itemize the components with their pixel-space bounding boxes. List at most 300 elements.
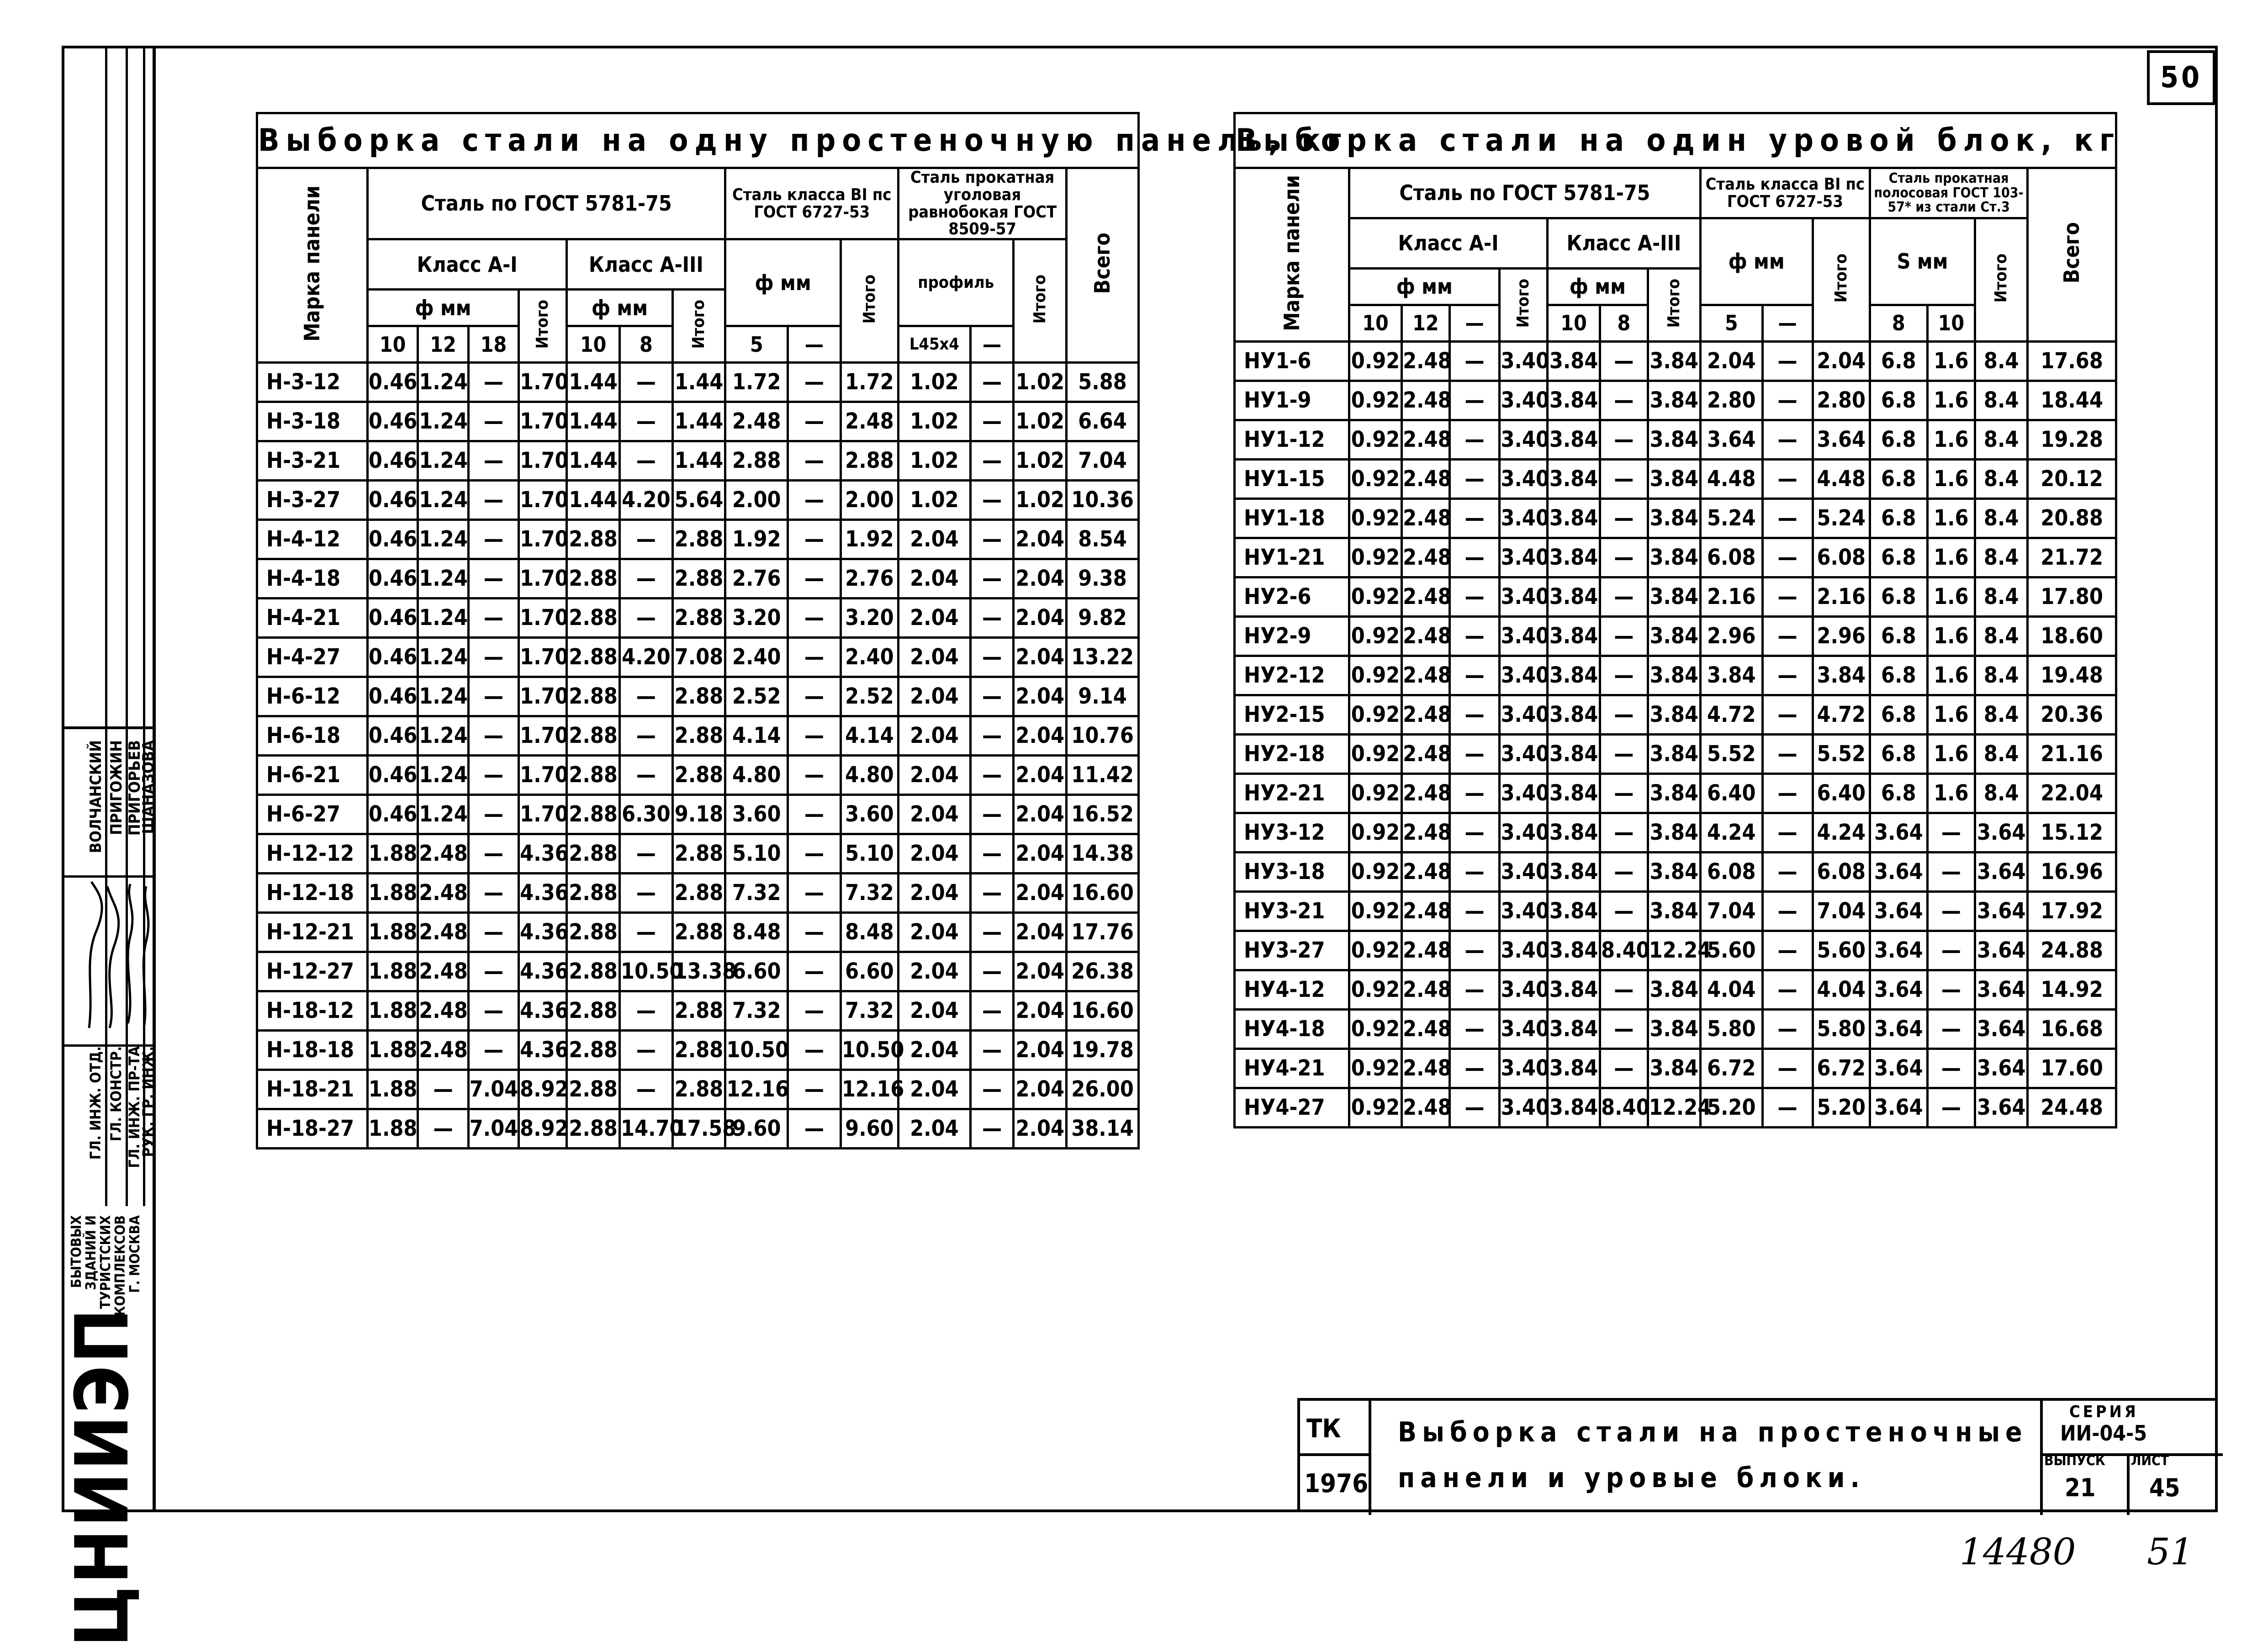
table1-a1-phi: ф мм: [367, 290, 518, 326]
table2-prokat-itogo: Итого: [1975, 218, 2028, 342]
table-row: [1235, 538, 2116, 577]
value-cell: 3.84: [1700, 656, 1762, 695]
value-cell: —: [1762, 342, 1813, 381]
value-cell: 3.40: [1500, 381, 1548, 420]
value-cell: —: [1762, 656, 1813, 695]
value-cell: 5.80: [1700, 1010, 1762, 1049]
value-cell: 0.92: [1349, 892, 1402, 931]
org-info-4: КОМПЛЕКСОВ: [112, 1215, 128, 1316]
value-cell: 26.00: [1067, 1070, 1139, 1109]
value-cell: 3.64: [1813, 420, 1870, 460]
row-mark-cell: НУ1-21: [1235, 538, 1349, 577]
value-cell: —: [620, 913, 673, 952]
value-cell: —: [788, 677, 841, 716]
table1-bi-itogo: Итого: [841, 239, 898, 363]
row-mark-cell: Н-6-21: [257, 756, 368, 795]
value-cell: 4.36: [519, 874, 567, 913]
org-info-5: Г. МОСКВА: [127, 1215, 143, 1293]
value-cell: 1.88: [367, 1109, 418, 1149]
org-info-1: БЫТОВЫХ: [69, 1215, 85, 1288]
value-cell: 3.84: [1548, 499, 1600, 538]
table1-sub: 8: [620, 326, 673, 363]
value-cell: —: [970, 1070, 1014, 1109]
value-cell: 2.48: [1402, 420, 1450, 460]
value-cell: —: [970, 520, 1014, 559]
value-cell: 1.24: [418, 481, 468, 520]
value-cell: —: [620, 677, 673, 716]
value-cell: 8.40: [1600, 931, 1648, 970]
table1-prokat-itogo: Итого: [1014, 239, 1067, 363]
value-cell: 2.48: [1402, 853, 1450, 892]
value-cell: —: [468, 756, 518, 795]
value-cell: 4.48: [1700, 460, 1762, 499]
value-cell: 4.80: [725, 756, 788, 795]
value-cell: 6.8: [1870, 342, 1928, 381]
value-cell: 2.04: [899, 952, 971, 991]
value-cell: 1.02: [899, 441, 971, 481]
table2-bi-header: Сталь класса ВI пс ГОСТ 6727-53: [1700, 168, 1870, 218]
table-row: [257, 1031, 1139, 1070]
value-cell: 7.04: [1067, 441, 1139, 481]
value-cell: 1.24: [418, 716, 468, 756]
value-cell: 12.24: [1648, 931, 1700, 970]
row-mark-cell: Н-12-21: [257, 913, 368, 952]
issue-label: ВЫПУСК: [2044, 1453, 2105, 1469]
value-cell: 6.08: [1700, 538, 1762, 577]
value-cell: —: [1600, 420, 1648, 460]
row-mark-cell: Н-12-18: [257, 874, 368, 913]
table1-bi-phi: ф мм: [725, 239, 841, 326]
value-cell: —: [620, 874, 673, 913]
value-cell: 0.92: [1349, 460, 1402, 499]
value-cell: 0.92: [1349, 735, 1402, 774]
value-cell: 2.88: [672, 1031, 725, 1070]
value-cell: —: [1600, 853, 1648, 892]
value-cell: 2.48: [418, 991, 468, 1031]
row-mark-cell: Н-12-27: [257, 952, 368, 991]
value-cell: 4.20: [620, 481, 673, 520]
value-cell: 18.44: [2028, 381, 2116, 420]
value-cell: 3.84: [1813, 656, 1870, 695]
value-cell: 6.72: [1813, 1049, 1870, 1088]
staff-role-3: ГЛ. ИНЖ. ПР-ТА: [126, 1046, 143, 1168]
value-cell: 1.24: [418, 363, 468, 402]
value-cell: 7.32: [841, 874, 898, 913]
value-cell: —: [620, 441, 673, 481]
table-row: [1235, 931, 2116, 970]
value-cell: 2.88: [672, 756, 725, 795]
value-cell: —: [1927, 1010, 1975, 1049]
row-mark-cell: НУ2-15: [1235, 695, 1349, 735]
value-cell: 4.24: [1813, 813, 1870, 853]
value-cell: 2.04: [1813, 342, 1870, 381]
table-row: [257, 520, 1139, 559]
table-row: [257, 874, 1139, 913]
value-cell: 2.88: [567, 638, 620, 677]
value-cell: 2.04: [1014, 991, 1067, 1031]
value-cell: —: [620, 598, 673, 638]
value-cell: —: [1449, 538, 1500, 577]
value-cell: —: [1762, 538, 1813, 577]
table-row: [1235, 499, 2116, 538]
value-cell: —: [970, 913, 1014, 952]
table2-sub: 8: [1870, 305, 1928, 342]
value-cell: 2.48: [1402, 695, 1450, 735]
value-cell: 3.84: [1548, 617, 1600, 656]
value-cell: 2.88: [567, 1031, 620, 1070]
value-cell: —: [468, 638, 518, 677]
table1-sub: 5: [725, 326, 788, 363]
table1-title: Выборка стали на одну простеночную панель, кг: [257, 113, 1139, 168]
value-cell: —: [970, 598, 1014, 638]
value-cell: —: [468, 1031, 518, 1070]
value-cell: 3.64: [1870, 1088, 1928, 1128]
value-cell: 8.40: [1600, 1088, 1648, 1128]
row-mark-cell: НУ3-21: [1235, 892, 1349, 931]
value-cell: —: [1762, 420, 1813, 460]
value-cell: 2.88: [672, 834, 725, 874]
value-cell: 2.04: [1014, 952, 1067, 991]
value-cell: 2.48: [418, 874, 468, 913]
row-mark-cell: НУ1-12: [1235, 420, 1349, 460]
value-cell: 1.44: [672, 363, 725, 402]
value-cell: 1.6: [1927, 735, 1975, 774]
value-cell: 8.4: [1975, 774, 2028, 813]
table-row: [1235, 617, 2116, 656]
value-cell: 7.04: [1700, 892, 1762, 931]
table-row: [257, 716, 1139, 756]
value-cell: —: [620, 520, 673, 559]
value-cell: 3.64: [1975, 970, 2028, 1010]
value-cell: —: [468, 363, 518, 402]
value-cell: 2.04: [1014, 756, 1067, 795]
table-row: [1235, 420, 2116, 460]
year-label: 1976: [1304, 1469, 1369, 1499]
value-cell: 1.70: [519, 520, 567, 559]
value-cell: 3.40: [1500, 577, 1548, 617]
table-row: [257, 638, 1139, 677]
value-cell: —: [1449, 892, 1500, 931]
value-cell: 8.4: [1975, 460, 2028, 499]
value-cell: —: [1762, 970, 1813, 1010]
value-cell: 2.04: [1014, 638, 1067, 677]
value-cell: 6.8: [1870, 656, 1928, 695]
table-row: [1235, 853, 2116, 892]
value-cell: —: [1449, 499, 1500, 538]
value-cell: —: [1600, 1049, 1648, 1088]
value-cell: 2.04: [899, 520, 971, 559]
value-cell: —: [1600, 617, 1648, 656]
table-row: [1235, 1049, 2116, 1088]
value-cell: 2.88: [567, 598, 620, 638]
value-cell: 3.40: [1500, 813, 1548, 853]
value-cell: 1.44: [672, 402, 725, 441]
value-cell: 1.72: [725, 363, 788, 402]
value-cell: 4.80: [841, 756, 898, 795]
value-cell: 2.88: [567, 834, 620, 874]
value-cell: 2.88: [672, 598, 725, 638]
value-cell: 3.84: [1648, 499, 1700, 538]
value-cell: 8.4: [1975, 577, 2028, 617]
value-cell: 3.40: [1500, 892, 1548, 931]
value-cell: —: [970, 363, 1014, 402]
value-cell: 2.48: [1402, 1010, 1450, 1049]
value-cell: 0.46: [367, 520, 418, 559]
value-cell: 2.48: [1402, 381, 1450, 420]
table-row: [257, 756, 1139, 795]
row-mark-cell: Н-6-18: [257, 716, 368, 756]
value-cell: —: [1600, 892, 1648, 931]
value-cell: 19.48: [2028, 656, 2116, 695]
value-cell: 3.40: [1500, 460, 1548, 499]
value-cell: 1.88: [367, 1070, 418, 1109]
value-cell: —: [1449, 1010, 1500, 1049]
value-cell: 3.64: [1975, 892, 2028, 931]
value-cell: 1.6: [1927, 774, 1975, 813]
value-cell: 3.84: [1648, 735, 1700, 774]
value-cell: 3.84: [1648, 892, 1700, 931]
value-cell: 5.52: [1813, 735, 1870, 774]
value-cell: 3.84: [1548, 1088, 1600, 1128]
table-row: [1235, 774, 2116, 813]
value-cell: 3.84: [1648, 381, 1700, 420]
value-cell: —: [788, 716, 841, 756]
value-cell: 1.88: [367, 952, 418, 991]
table-row: [257, 952, 1139, 991]
value-cell: 5.64: [672, 481, 725, 520]
value-cell: 2.88: [672, 1070, 725, 1109]
table2-classA3-header: Класс А-III: [1548, 218, 1701, 269]
row-mark-cell: Н-4-27: [257, 638, 368, 677]
table-row: [257, 834, 1139, 874]
value-cell: 10.50: [841, 1031, 898, 1070]
value-cell: —: [468, 481, 518, 520]
value-cell: 3.40: [1500, 735, 1548, 774]
value-cell: —: [1762, 774, 1813, 813]
value-cell: 6.8: [1870, 695, 1928, 735]
value-cell: —: [970, 559, 1014, 598]
value-cell: 2.48: [1402, 538, 1450, 577]
value-cell: —: [788, 874, 841, 913]
value-cell: 0.46: [367, 795, 418, 834]
value-cell: —: [468, 520, 518, 559]
table1-sub: 12: [418, 326, 468, 363]
staff-role-4: РУК. ГР. ИНЖ.: [139, 1046, 157, 1157]
value-cell: —: [1762, 1049, 1813, 1088]
value-cell: 0.46: [367, 677, 418, 716]
value-cell: 7.32: [725, 874, 788, 913]
value-cell: 14.38: [1067, 834, 1139, 874]
value-cell: 1.24: [418, 559, 468, 598]
steel-table-blocks: [1233, 112, 2121, 1128]
table1-mark-header: Марка панели: [257, 168, 368, 363]
value-cell: 6.40: [1700, 774, 1762, 813]
value-cell: 3.84: [1648, 774, 1700, 813]
value-cell: 0.92: [1349, 853, 1402, 892]
value-cell: 3.84: [1548, 1049, 1600, 1088]
table2-sub: 5: [1700, 305, 1762, 342]
value-cell: 3.40: [1500, 656, 1548, 695]
value-cell: 2.48: [1402, 499, 1450, 538]
value-cell: 0.92: [1349, 656, 1402, 695]
value-cell: —: [1762, 617, 1813, 656]
value-cell: 5.10: [725, 834, 788, 874]
value-cell: —: [1449, 695, 1500, 735]
value-cell: 1.44: [567, 363, 620, 402]
row-mark-cell: Н-3-27: [257, 481, 368, 520]
value-cell: 2.48: [1402, 892, 1450, 931]
value-cell: —: [1449, 853, 1500, 892]
table2-bi-phi: ф мм: [1700, 218, 1813, 305]
value-cell: 2.88: [725, 441, 788, 481]
value-cell: 6.8: [1870, 381, 1928, 420]
value-cell: 1.24: [418, 402, 468, 441]
value-cell: 2.48: [1402, 342, 1450, 381]
table1-a3-itogo: Итого: [672, 290, 725, 363]
value-cell: 0.46: [367, 363, 418, 402]
value-cell: 1.92: [841, 520, 898, 559]
value-cell: —: [788, 402, 841, 441]
value-cell: 7.32: [841, 991, 898, 1031]
value-cell: 2.48: [1402, 617, 1450, 656]
value-cell: 4.36: [519, 834, 567, 874]
value-cell: 4.72: [1813, 695, 1870, 735]
row-mark-cell: Н-4-12: [257, 520, 368, 559]
value-cell: 2.04: [1014, 520, 1067, 559]
table1-a1-itogo: Итого: [519, 290, 567, 363]
table2-mark-header: Марка панели: [1235, 168, 1349, 342]
value-cell: 13.22: [1067, 638, 1139, 677]
value-cell: 3.84: [1548, 460, 1600, 499]
value-cell: 4.72: [1700, 695, 1762, 735]
value-cell: 1.88: [367, 834, 418, 874]
value-cell: —: [1449, 617, 1500, 656]
row-mark-cell: НУ4-21: [1235, 1049, 1349, 1088]
value-cell: —: [1449, 813, 1500, 853]
value-cell: —: [620, 756, 673, 795]
value-cell: 2.88: [672, 716, 725, 756]
table-row: [257, 913, 1139, 952]
value-cell: —: [1449, 577, 1500, 617]
value-cell: 5.20: [1700, 1088, 1762, 1128]
value-cell: 1.70: [519, 559, 567, 598]
value-cell: 3.84: [1648, 695, 1700, 735]
value-cell: 3.84: [1648, 656, 1700, 695]
value-cell: 0.46: [367, 402, 418, 441]
value-cell: 1.70: [519, 598, 567, 638]
value-cell: 3.40: [1500, 342, 1548, 381]
table-row: [1235, 577, 2116, 617]
value-cell: 0.92: [1349, 813, 1402, 853]
value-cell: —: [1927, 853, 1975, 892]
value-cell: 3.84: [1548, 381, 1600, 420]
value-cell: 5.24: [1813, 499, 1870, 538]
value-cell: 1.88: [367, 991, 418, 1031]
value-cell: 2.40: [841, 638, 898, 677]
staff-name-2: ПРИГОЖИН: [107, 740, 126, 835]
value-cell: —: [468, 716, 518, 756]
value-cell: 12.24: [1648, 1088, 1700, 1128]
table-row: [257, 441, 1139, 481]
value-cell: 6.8: [1870, 774, 1928, 813]
value-cell: 6.72: [1700, 1049, 1762, 1088]
value-cell: 8.54: [1067, 520, 1139, 559]
value-cell: 1.44: [567, 481, 620, 520]
value-cell: —: [1600, 381, 1648, 420]
org-logo: ЦНИИЭП: [59, 1307, 145, 1647]
series-value: ИИ-04-5: [2060, 1421, 2147, 1446]
org-info-3: ТУРИСТСКИХ: [98, 1215, 114, 1309]
value-cell: 3.84: [1548, 931, 1600, 970]
value-cell: 6.30: [620, 795, 673, 834]
value-cell: 2.16: [1700, 577, 1762, 617]
value-cell: —: [788, 1109, 841, 1149]
value-cell: 1.6: [1927, 460, 1975, 499]
value-cell: 3.84: [1548, 695, 1600, 735]
value-cell: 17.92: [2028, 892, 2116, 931]
handwritten-number-1: 14480: [1960, 1530, 2076, 1573]
value-cell: —: [1600, 774, 1648, 813]
value-cell: 9.82: [1067, 598, 1139, 638]
value-cell: 4.04: [1700, 970, 1762, 1010]
value-cell: 3.84: [1548, 577, 1600, 617]
value-cell: —: [1762, 892, 1813, 931]
value-cell: 3.84: [1648, 853, 1700, 892]
value-cell: 16.96: [2028, 853, 2116, 892]
row-mark-cell: НУ2-9: [1235, 617, 1349, 656]
table-row: [257, 481, 1139, 520]
table-row: [257, 677, 1139, 716]
table-row: [1235, 813, 2116, 853]
value-cell: 10.76: [1067, 716, 1139, 756]
value-cell: 3.64: [1870, 1010, 1928, 1049]
value-cell: 3.64: [1975, 1010, 2028, 1049]
value-cell: 1.70: [519, 481, 567, 520]
value-cell: —: [1762, 853, 1813, 892]
value-cell: 3.84: [1648, 538, 1700, 577]
value-cell: 2.88: [567, 991, 620, 1031]
value-cell: 14.70: [620, 1109, 673, 1149]
value-cell: 2.88: [672, 991, 725, 1031]
table1-a3-phi: ф мм: [567, 290, 672, 326]
value-cell: 1.70: [519, 402, 567, 441]
row-mark-cell: НУ2-6: [1235, 577, 1349, 617]
value-cell: 3.64: [1870, 931, 1928, 970]
value-cell: —: [970, 1031, 1014, 1070]
value-cell: 3.84: [1648, 1010, 1700, 1049]
value-cell: 2.04: [899, 598, 971, 638]
value-cell: 4.14: [725, 716, 788, 756]
value-cell: 3.40: [1500, 499, 1548, 538]
value-cell: —: [1449, 342, 1500, 381]
value-cell: 1.92: [725, 520, 788, 559]
value-cell: —: [1600, 970, 1648, 1010]
table2-classA1-header: Класс А-I: [1349, 218, 1548, 269]
value-cell: 2.48: [1402, 931, 1450, 970]
value-cell: 3.84: [1648, 577, 1700, 617]
value-cell: 6.08: [1700, 853, 1762, 892]
table1-classA3-header: Класс А-III: [567, 239, 725, 290]
value-cell: 3.84: [1648, 1049, 1700, 1088]
value-cell: 0.46: [367, 598, 418, 638]
value-cell: 2.88: [567, 716, 620, 756]
value-cell: 8.4: [1975, 735, 2028, 774]
value-cell: 3.84: [1548, 853, 1600, 892]
row-mark-cell: НУ3-12: [1235, 813, 1349, 853]
value-cell: —: [1449, 735, 1500, 774]
value-cell: 1.02: [1014, 363, 1067, 402]
table-row: [1235, 1010, 2116, 1049]
